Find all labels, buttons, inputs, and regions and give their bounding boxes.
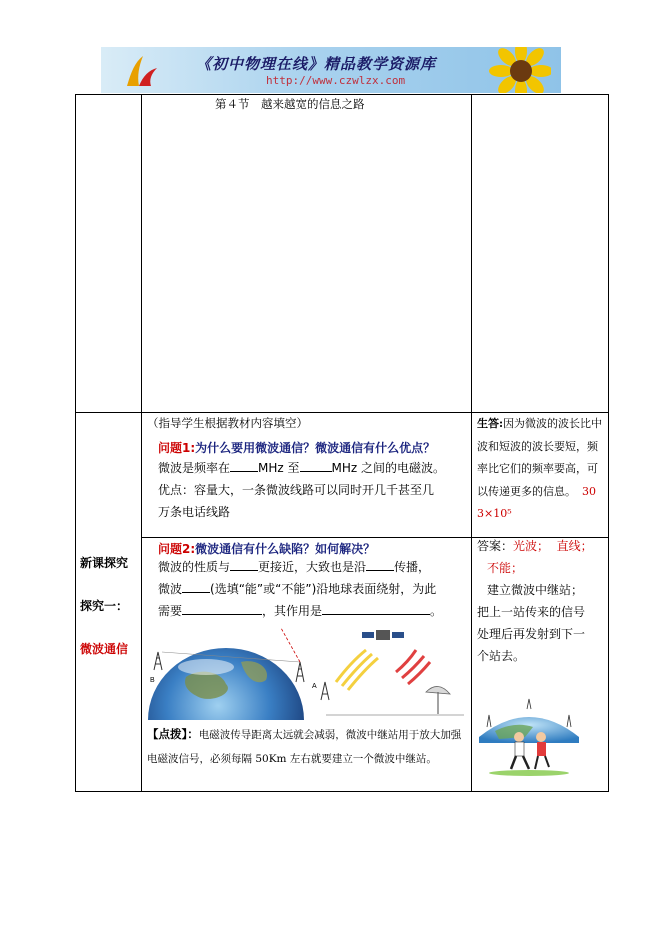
q2-text-e: (选填“能”或“不能”)沿地球表面绕射，为此 bbox=[210, 582, 437, 596]
left-label-new-lesson: 新课探究 bbox=[80, 556, 129, 570]
left-label-inquiry: 探究一： bbox=[80, 599, 129, 613]
label-b: B bbox=[150, 677, 155, 684]
q1-text-c: MHz 之间的电磁波。 bbox=[331, 461, 446, 475]
header-banner bbox=[101, 47, 561, 93]
answer-line-4: 处理后再发射到下一 bbox=[477, 627, 586, 641]
left-label-microwave: 微波通信 bbox=[80, 642, 129, 656]
kids-on-globe-illustration bbox=[475, 697, 583, 777]
answer-values: 30 3×10⁵ bbox=[477, 484, 607, 520]
q2-text-f: 需要 bbox=[158, 604, 183, 618]
q2-line-2 bbox=[158, 578, 436, 600]
q2-text-c: 传播， bbox=[394, 560, 431, 574]
label-a: A bbox=[312, 683, 317, 690]
question-1-number: 问题1: bbox=[158, 441, 196, 455]
answer-relay: 建立微波中继站； bbox=[487, 583, 584, 597]
question-1 bbox=[158, 439, 435, 456]
answer-light-wave: 光波； bbox=[513, 539, 550, 553]
sunflower-icon bbox=[481, 47, 551, 93]
blank-field[interactable] bbox=[322, 601, 430, 615]
blank-field[interactable] bbox=[182, 601, 262, 615]
blank-field[interactable] bbox=[300, 458, 332, 472]
question-2-number: 问题2: bbox=[158, 542, 196, 556]
answer-text: 因为微波的波长比中波和短波的波长要短，频率比它们的频率要高，可以传递更多的信息。 bbox=[477, 417, 603, 498]
question-1-text: 为什么要用微波通信？微波通信有什么优点？ bbox=[195, 441, 436, 455]
q2-text-g: ，其作用是 bbox=[262, 604, 323, 618]
section-title: 第４节 越来越宽的信息之路 bbox=[215, 97, 365, 111]
answer-straight-line: 直线； bbox=[556, 539, 593, 553]
q1-answer bbox=[477, 413, 605, 526]
q1-text-b: MHz 至 bbox=[258, 461, 300, 475]
guide-text: （指导学生根据教材内容填空） bbox=[147, 416, 308, 430]
q2-text-a: 微波的性质与 bbox=[158, 560, 231, 574]
answer-cannot: 不能； bbox=[487, 561, 524, 575]
q2-line-1 bbox=[158, 556, 430, 578]
banner-url[interactable]: http://www.czwlzx.com bbox=[266, 74, 406, 87]
satellite-dish-icon bbox=[426, 686, 450, 714]
answer-line-5: 个站去。 bbox=[477, 649, 526, 663]
q2-answer bbox=[477, 535, 605, 667]
blank-field[interactable] bbox=[182, 579, 210, 593]
q1-frequency-line bbox=[158, 457, 445, 479]
question-2-text: 微波通信有什么缺陷？如何解决？ bbox=[195, 542, 376, 556]
q1-text-a: 微波是频率在 bbox=[158, 461, 231, 475]
q2-answer-line-1 bbox=[477, 535, 605, 557]
answer-line-3: 把上一站传来的信号 bbox=[477, 605, 586, 619]
column-divider bbox=[141, 95, 142, 791]
q1-advantage-line-2: 万条电话线路 bbox=[158, 505, 231, 519]
q1-advantage-line: 优点：容量大，一条微波线路可以同时开几千甚至几 bbox=[158, 483, 435, 497]
answer-label: 生答: bbox=[477, 417, 504, 430]
logo-icon bbox=[121, 52, 159, 90]
signal-waves-icon bbox=[336, 650, 430, 690]
microwave-relay-illustration bbox=[146, 622, 466, 720]
q2-text-b: 更接近，大致也是沿 bbox=[258, 560, 367, 574]
banner-title: 《初中物理在线》精品教学资源库 bbox=[196, 55, 437, 73]
column-divider bbox=[471, 95, 472, 791]
question-2 bbox=[158, 540, 375, 557]
blank-field[interactable] bbox=[230, 557, 258, 571]
tip-label: 【点拨】： bbox=[147, 727, 199, 741]
blank-field[interactable] bbox=[366, 557, 394, 571]
satellite-icon bbox=[362, 630, 404, 640]
tip-text: 电磁波传导距离太远就会减弱，微波中继站用于放大加强电磁波信号，必须每隔 50Km 左右就要建立一个微波中继站。 bbox=[147, 729, 462, 765]
q2-text-d: 微波 bbox=[158, 582, 183, 596]
q2-line-3 bbox=[158, 600, 442, 622]
q2-text-h: 。 bbox=[430, 604, 443, 618]
tip-note bbox=[147, 722, 465, 771]
answer-label: 答案： bbox=[477, 539, 514, 553]
blank-field[interactable] bbox=[230, 458, 258, 472]
